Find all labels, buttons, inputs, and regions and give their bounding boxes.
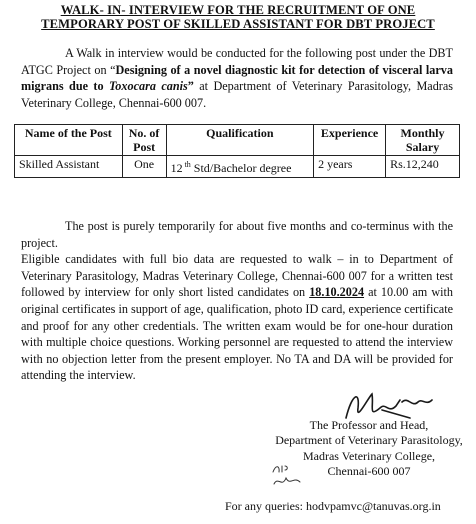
interview-date: 18.10.2024 (309, 285, 365, 300)
duration-note: The post is purely temporarily for about five months and co-terminus with the project. (21, 219, 453, 250)
instructions-text-end: at 10.00 am with original certificates in support of age, qualification, photo ID card, experience certificate and proof for any other credentials. The written exam would be for one-hour duration with multiple choice questions. Working personnel are requested to attend the interview with no objection letter from the present employer. No TA and DA will be provided for attending the interview. (21, 285, 453, 383)
cell-experience: 2 years (314, 156, 386, 178)
header-salary: Monthly Salary (386, 125, 460, 156)
qual-text: Std/Bachelor degree (190, 161, 292, 175)
cell-post-name: Skilled Assistant (15, 156, 123, 178)
project-title-text: Designing of a novel diagnostic kit for detection of visceral larva migrans due to (21, 62, 453, 93)
header-post-name: Name of the Post (15, 125, 123, 156)
signatory-department: Department of Veterinary Parasitology, (275, 433, 463, 448)
signatory-designation: The Professor and Head, (309, 418, 429, 432)
signatory-city: Chennai-600 007 (327, 464, 411, 479)
notice-title-line1: WALK- IN- INTERVIEW FOR THE RECRUITMENT OF ONE (60, 3, 416, 17)
instructions-paragraph (21, 251, 453, 384)
details-paragraph (21, 218, 453, 384)
intro-text-end: at Department of Veterinary Parasitology, Madras Veterinary College, Chennai-600 007. (21, 79, 453, 110)
qual-superscript: th (182, 160, 191, 169)
header-qualification: Qualification (166, 125, 314, 156)
project-organism: Toxocara canis (108, 79, 188, 93)
handwritten-initials (270, 462, 304, 490)
contact-queries: For any queries: hodvpamvc@tanuvas.org.in (225, 499, 441, 513)
intro-paragraph (21, 45, 453, 111)
notice-title-line2: TEMPORARY POST OF SKILLED ASSISTANT FOR DBT PROJECT (41, 17, 435, 31)
cell-salary: Rs.12,240 (386, 156, 460, 178)
header-post-count: No. of Post (122, 125, 166, 156)
instructions-text-start: Eligible candidates with full bio data are requested to walk – in to Department of Veterinary Parasitology, Madras Veterinary College, Chennai-600 007 for a written test followed by interview for only short listed candidates on (21, 252, 453, 300)
cell-qualification (166, 156, 314, 178)
qual-number: 12 (170, 161, 183, 175)
table-row (15, 156, 460, 178)
cell-post-count: One (122, 156, 166, 178)
intro-text-start: A Walk in interview would be conducted for the following post under the DBT ATGC Project on “ (21, 46, 453, 77)
signatory-college: Madras Veterinary College, (302, 448, 436, 463)
table-header-row (15, 125, 460, 156)
post-details-table (14, 124, 460, 178)
header-experience: Experience (314, 125, 386, 156)
project-title-close: ” (187, 79, 194, 93)
